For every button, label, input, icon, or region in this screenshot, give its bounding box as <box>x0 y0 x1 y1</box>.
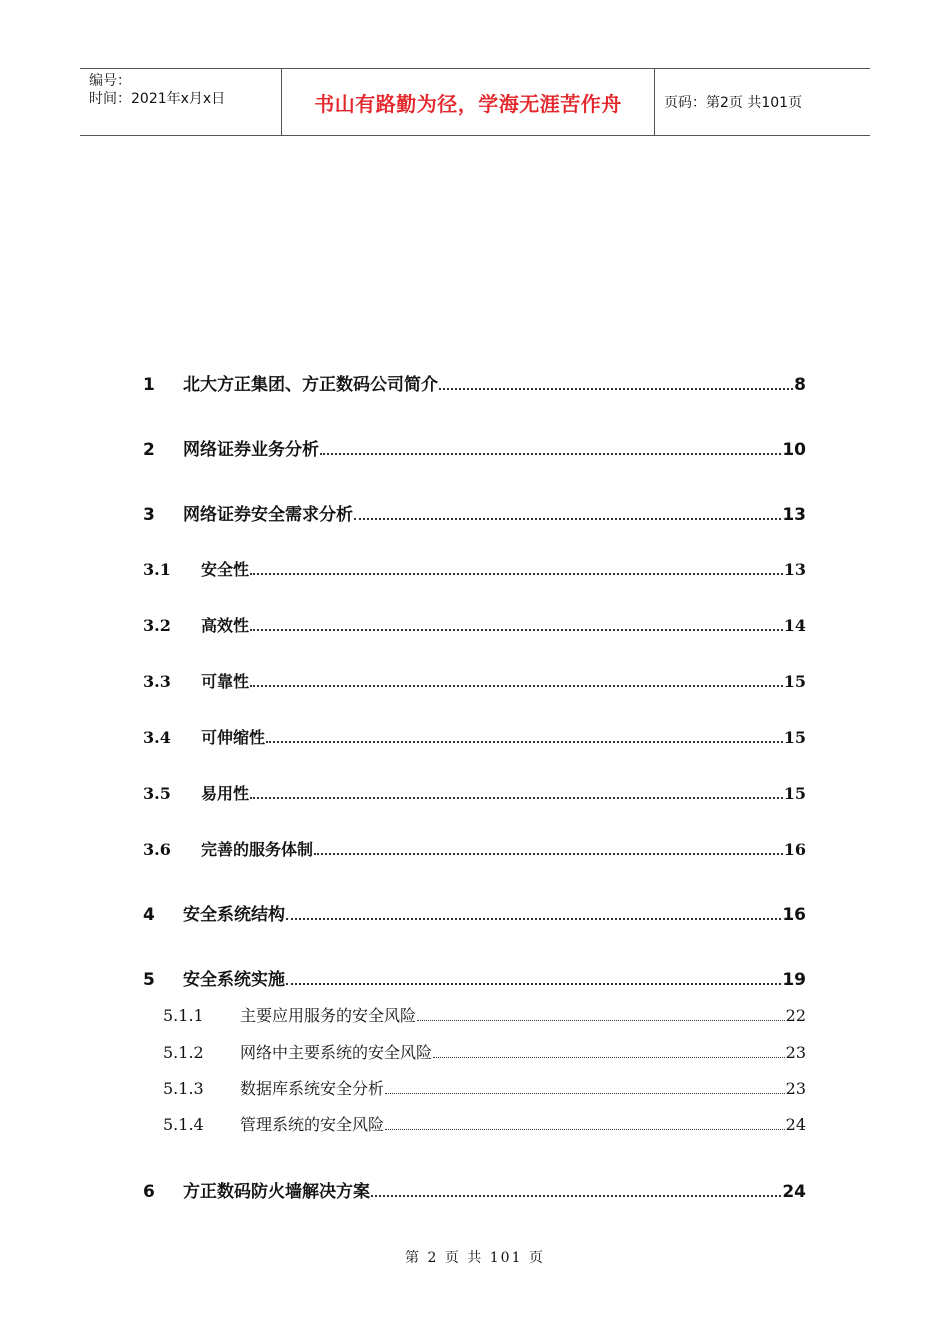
toc-page: 23 <box>785 1079 806 1098</box>
toc-title: 主要应用服务的安全风险 <box>240 1006 417 1025</box>
toc-page: 23 <box>785 1043 806 1062</box>
toc-number: 5.1.2 <box>163 1043 204 1062</box>
toc-entry[interactable] <box>143 781 806 804</box>
toc-leader <box>354 517 781 520</box>
toc-entry[interactable] <box>163 1040 806 1063</box>
toc-title: 网络中主要系统的安全风险 <box>240 1043 433 1062</box>
toc-number: 5.1.3 <box>163 1079 204 1098</box>
toc-number: 6 <box>143 1182 155 1202</box>
header-middle-cell <box>282 69 655 135</box>
number-label: 编号： <box>89 73 131 89</box>
toc-entry[interactable] <box>143 435 806 460</box>
toc-number: 3.1 <box>143 560 171 579</box>
toc-leader <box>433 1056 785 1058</box>
header-left-cell <box>80 69 282 135</box>
toc-entry[interactable] <box>143 669 806 692</box>
toc-entry[interactable] <box>143 613 806 636</box>
toc-page: 16 <box>783 840 806 859</box>
toc-entry[interactable] <box>143 370 806 395</box>
toc-leader <box>320 452 781 455</box>
toc-entry[interactable] <box>143 557 806 580</box>
toc-title: 安全系统结构 <box>183 905 285 925</box>
toc-title: 网络证券安全需求分析 <box>183 505 353 525</box>
toc-title: 高效性 <box>201 616 250 635</box>
toc-leader <box>286 917 781 920</box>
toc-title: 易用性 <box>201 784 250 803</box>
toc-number: 3.6 <box>143 840 171 859</box>
toc-number: 3.3 <box>143 672 171 691</box>
toc-title: 方正数码防火墙解决方案 <box>183 1182 370 1202</box>
page-info: 页码：第2页 共101页 <box>664 95 803 111</box>
toc-page: 15 <box>783 728 806 747</box>
toc-entry[interactable] <box>143 725 806 748</box>
toc-title: 数据库系统安全分析 <box>240 1079 385 1098</box>
toc-title: 网络证券业务分析 <box>183 440 319 460</box>
toc-number: 2 <box>143 440 155 460</box>
toc-title: 可靠性 <box>201 672 250 691</box>
toc-number: 1 <box>143 375 155 395</box>
toc-leader <box>250 796 783 799</box>
toc-number: 3.5 <box>143 784 171 803</box>
toc-page: 15 <box>783 672 806 691</box>
toc-leader <box>250 572 783 575</box>
toc-number: 5.1.1 <box>163 1006 204 1025</box>
toc-entry[interactable] <box>143 837 806 860</box>
toc-title: 北大方正集团、方正数码公司简介 <box>183 375 438 395</box>
toc-leader <box>385 1092 785 1094</box>
toc-entry[interactable] <box>163 1076 806 1099</box>
time-label: 时间：2021年x月x日 <box>89 91 226 107</box>
toc-number: 3.2 <box>143 616 171 635</box>
toc-page: 8 <box>794 375 806 395</box>
toc-entry[interactable] <box>143 500 806 525</box>
toc-entry[interactable] <box>163 1003 806 1026</box>
toc-page: 15 <box>783 784 806 803</box>
toc-leader <box>439 387 793 390</box>
toc-page: 13 <box>783 560 806 579</box>
toc-leader <box>266 740 783 743</box>
toc-entry[interactable] <box>143 900 806 925</box>
toc-title: 安全系统实施 <box>183 970 285 990</box>
toc-leader <box>371 1194 781 1197</box>
toc-page: 22 <box>785 1006 806 1025</box>
header-right-cell <box>655 69 870 135</box>
toc-page: 13 <box>782 505 806 525</box>
toc-page: 24 <box>785 1115 806 1134</box>
toc-number: 4 <box>143 905 155 925</box>
toc-leader <box>417 1019 785 1021</box>
toc-entry[interactable] <box>143 965 806 990</box>
toc-title: 完善的服务体制 <box>201 840 314 859</box>
toc-title: 管理系统的安全风险 <box>240 1115 385 1134</box>
toc-title: 安全性 <box>201 560 250 579</box>
toc-page: 24 <box>782 1182 806 1202</box>
toc-page: 10 <box>782 440 806 460</box>
page-header <box>80 68 870 136</box>
toc-number: 5.1.4 <box>163 1115 204 1134</box>
toc-entry[interactable] <box>163 1112 806 1135</box>
page-footer: 第 2 页 共 101 页 <box>405 1250 545 1266</box>
toc-entry[interactable] <box>143 1177 806 1202</box>
motto: 书山有路勤为径，学海无涯苦作舟 <box>314 91 622 116</box>
toc-page: 19 <box>782 970 806 990</box>
toc-page: 14 <box>783 616 806 635</box>
toc-number: 3.4 <box>143 728 171 747</box>
toc-title: 可伸缩性 <box>201 728 266 747</box>
toc-number: 5 <box>143 970 155 990</box>
toc-leader <box>314 852 783 855</box>
toc-leader <box>250 628 783 631</box>
toc-leader <box>250 684 783 687</box>
toc-page: 16 <box>782 905 806 925</box>
toc-number: 3 <box>143 505 155 525</box>
toc-leader <box>286 982 781 985</box>
toc-leader <box>385 1128 785 1130</box>
